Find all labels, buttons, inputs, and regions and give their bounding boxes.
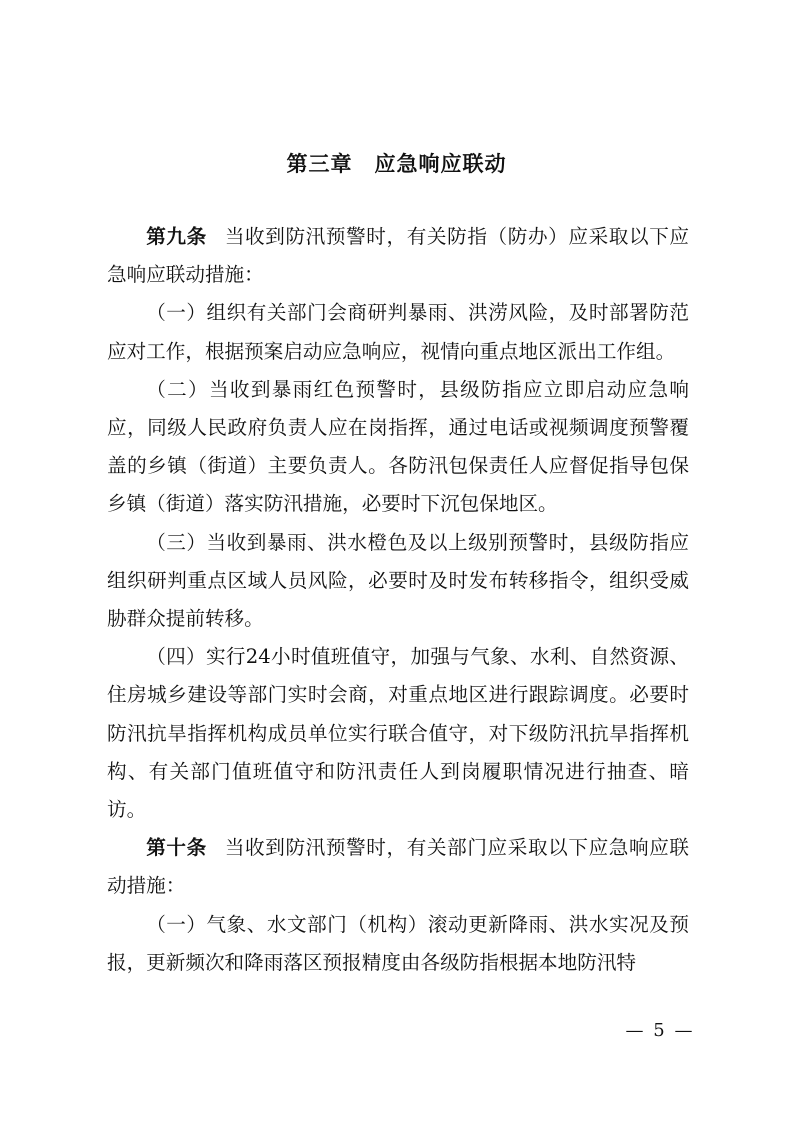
article-10-heading: 第十条 bbox=[146, 836, 207, 860]
page-number: — 5 — bbox=[625, 1020, 695, 1041]
article-9-heading: 第九条 bbox=[146, 225, 207, 248]
article-9-item-4: （四）实行24小时值班值守，加强与气象、水利、自然资源、住房城乡建设等部门实时会商，对重点地区进行跟踪调度。必要时防汛抗旱指挥机构成员单位实行联合值守，对下级防汛抗旱指挥机构、有关部门值班值守和防汛责任人到岗履职情况进行抽查、暗访。 bbox=[107, 645, 689, 822]
article-10-intro bbox=[107, 829, 689, 905]
article-10-intro-text: 当收到防汛预警时，有关部门应采取以下应急响应联动措施： bbox=[107, 836, 690, 898]
article-10-item-1: （一）气象、水文部门（机构）滚动更新降雨、洪水实况及预报，更新频次和降雨落区预报精度由各级防指根据本地防汛特 bbox=[107, 912, 689, 974]
article-9-item-1: （一）组织有关部门会商研判暴雨、洪涝风险，及时部署防范应对工作，根据预案启动应急响应，视情向重点地区派出工作组。 bbox=[107, 301, 689, 363]
document-body bbox=[107, 218, 689, 982]
article-9-item-3: （三）当收到暴雨、洪水橙色及以上级别预警时，县级防指应组织研判重点区域人员风险，必要时及时发布转移指令，组织受威胁群众提前转移。 bbox=[107, 530, 689, 631]
article-9-intro bbox=[107, 218, 689, 294]
article-9-intro-text: 当收到防汛预警时，有关防指（防办）应采取以下应急响应联动措施： bbox=[107, 225, 690, 287]
chapter-title: 第三章 应急响应联动 bbox=[286, 152, 507, 176]
article-9-item-2: （二）当收到暴雨红色预警时，县级防指应立即启动应急响应，同级人民政府负责人应在岗指挥，通过电话或视频调度预警覆盖的乡镇（街道）主要负责人。各防汛包保责任人应督促指导包保乡镇（街道）落实防汛措施，必要时下沉包保地区。 bbox=[107, 377, 689, 516]
